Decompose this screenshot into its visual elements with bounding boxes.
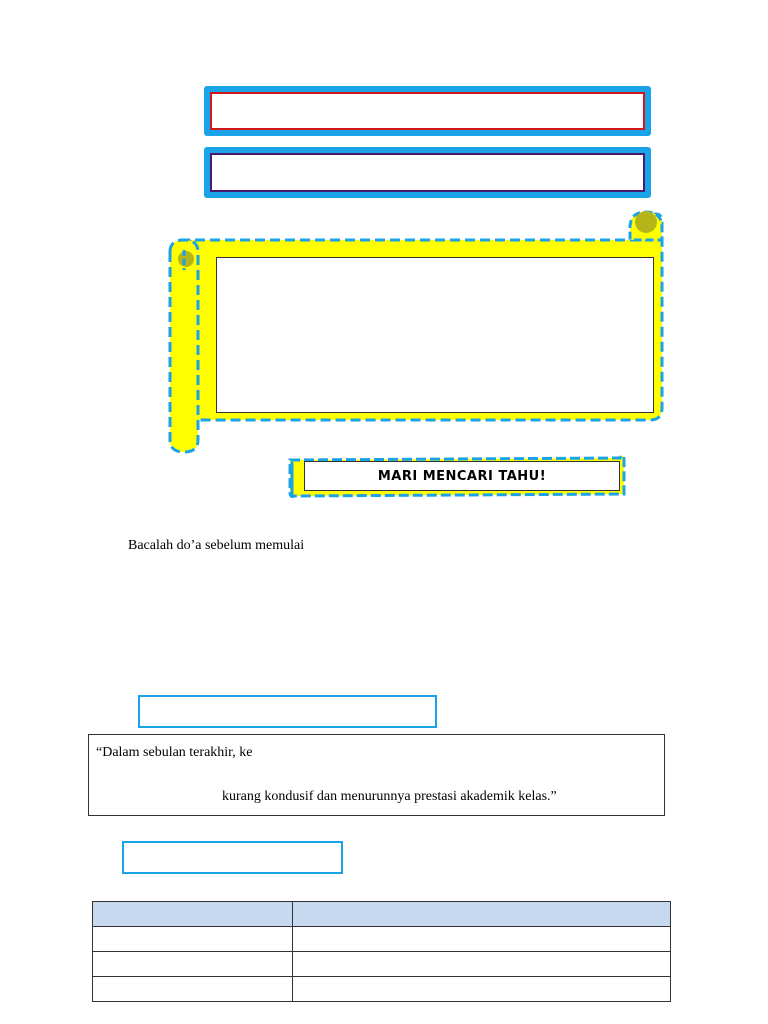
scroll-left-roll: [170, 240, 198, 452]
data-table: [92, 901, 671, 1002]
table-header-cell: [293, 902, 671, 927]
mari-mencari-tahu-label-box: [304, 461, 620, 491]
mari-mencari-tahu-label: MARI MENCARI TAHU!: [377, 468, 547, 484]
quote-box: [88, 734, 665, 816]
table-cell: [293, 927, 671, 952]
table-header-row: [93, 902, 671, 927]
quote-line-1: “Dalam sebulan terakhir, ke: [96, 745, 253, 760]
table-cell: [93, 952, 293, 977]
scroll-content-box: [216, 257, 654, 413]
table-cell: [293, 952, 671, 977]
scroll-knob-left: [178, 251, 194, 267]
quote-line-2: kurang kondusif dan menurunnya prestasi akademik kelas.”: [222, 789, 557, 804]
section-heading-box-2: [122, 841, 343, 874]
table-row: [93, 952, 671, 977]
section-heading-box-1: [138, 695, 437, 728]
table-header-cell: [93, 902, 293, 927]
table-row: [93, 927, 671, 952]
table-cell: [93, 927, 293, 952]
prayer-instruction: Bacalah do’a sebelum memulai: [128, 538, 305, 553]
scroll-knob-right: [635, 211, 657, 233]
table-row: [93, 977, 671, 1002]
table-cell: [93, 977, 293, 1002]
table-cell: [293, 977, 671, 1002]
